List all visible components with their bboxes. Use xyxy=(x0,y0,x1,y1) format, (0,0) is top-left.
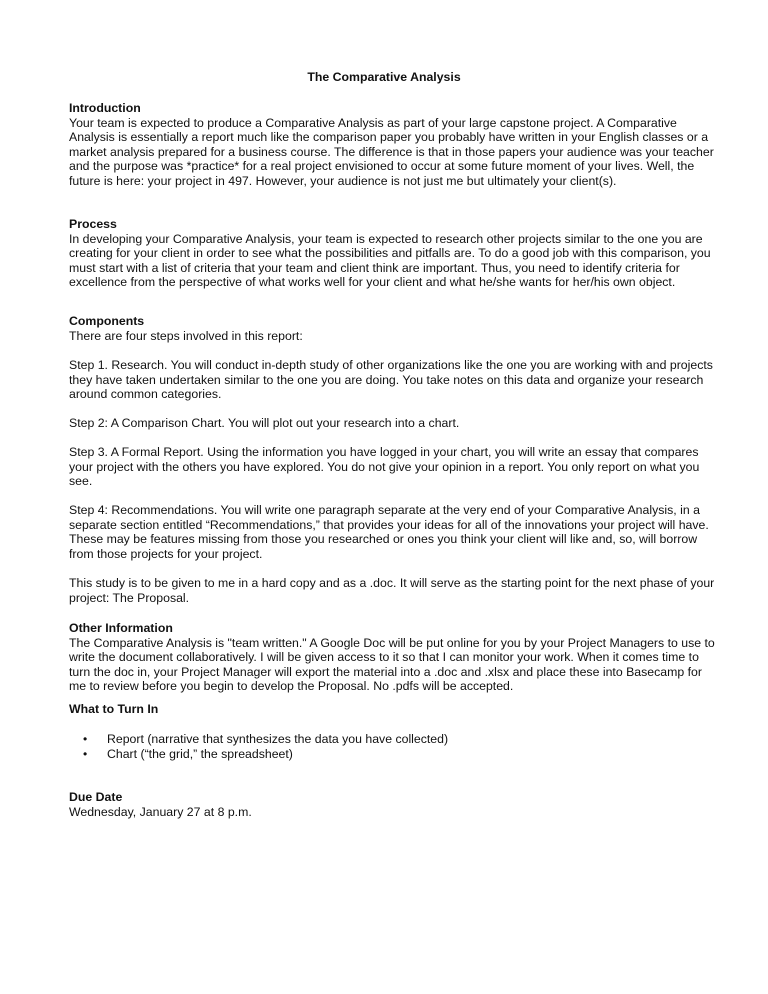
step-4 xyxy=(69,503,719,561)
what-to-turn-in-heading: What to Turn In xyxy=(69,702,159,716)
process-body: In developing your Comparative Analysis, your team is expected to research other projects similar to the one you are creating for your client in order to see what the possibilities and pitfalls are. To do a good job with this comparison, you must start with a list of criteria that your team and client think are important. Thus, you need to identify criteria for excellence from the perspective of what works well for your client and what he/she wants for her/his own object. xyxy=(69,231,711,290)
section-other-information xyxy=(69,621,719,694)
components-heading: Components xyxy=(69,314,145,328)
step-3 xyxy=(69,445,719,489)
turn-in-list xyxy=(61,732,711,762)
step-1-text: Step 1. Research. You will conduct in-depth study of other organizations like the one you are working with and projects they have taken undertaken similar to the one you are doing. You take notes on this data and organize your research around common categories. xyxy=(69,358,713,402)
process-heading: Process xyxy=(69,217,117,231)
list-item: • Report (narrative that synthesizes the data you have collected) xyxy=(61,732,711,747)
components-closing xyxy=(69,576,719,605)
step-4-text: Step 4: Recommendations. You will write one paragraph separate at the very end of your Comparative Analysis, in a separate section entitled “Recommendations,” that provides your ideas for all of the innovations your project will have. These may be features missing from those you researched or ones you think your client will like and, so, will borrow from those projects for your project. xyxy=(69,503,709,561)
section-introduction xyxy=(69,101,719,189)
components-closing-text: This study is to be given to me in a hard copy and as a .doc. It will serve as the starting point for the next phase of your project: The Proposal. xyxy=(69,576,715,605)
section-process xyxy=(69,217,719,290)
section-due-date xyxy=(69,790,719,819)
section-what-to-turn-in xyxy=(69,702,719,717)
step-3-text: Step 3. A Formal Report. Using the information you have logged in your chart, you will write an essay that compares your project with the others you have explored. You do not give your opinion in a report. You only report on what you see. xyxy=(69,445,700,489)
other-information-heading: Other Information xyxy=(69,621,173,635)
list-item: • Chart (“the grid,” the spreadsheet) xyxy=(61,747,711,762)
section-components xyxy=(69,314,719,343)
introduction-heading: Introduction xyxy=(69,101,141,115)
other-information-body: The Comparative Analysis is "team written." A Google Doc will be put online for you by your Project Managers to use to write the document collaboratively. I will be given access to it so that I can monitor your work. When it comes time to turn the doc in, your Project Manager will export the material into a .doc and .xlsx and place these into Basecamp for me to review before you begin to develop the Proposal. No .pdfs will be accepted. xyxy=(69,635,715,694)
due-date-body: Wednesday, January 27 at 8 p.m. xyxy=(69,804,252,819)
step-2 xyxy=(69,416,719,431)
components-intro: There are four steps involved in this report: xyxy=(69,328,303,343)
introduction-body: Your team is expected to produce a Comparative Analysis as part of your large capstone project. A Comparative Analysis is essentially a report much like the comparison paper you probably have written in your English classes or a market analysis prepared for a business course. The difference is that in those papers your audience was your teacher and the purpose was *practice* for a real project envisioned to occur at some future moment of your lives. Well, the future is here: your project in 497. However, your audience is not just me but ultimately your client(s). xyxy=(69,115,714,188)
due-date-heading: Due Date xyxy=(69,790,123,804)
document-title: The Comparative Analysis xyxy=(307,70,461,84)
step-1 xyxy=(69,358,719,402)
step-2-text: Step 2: A Comparison Chart. You will plot out your research into a chart. xyxy=(69,416,460,430)
